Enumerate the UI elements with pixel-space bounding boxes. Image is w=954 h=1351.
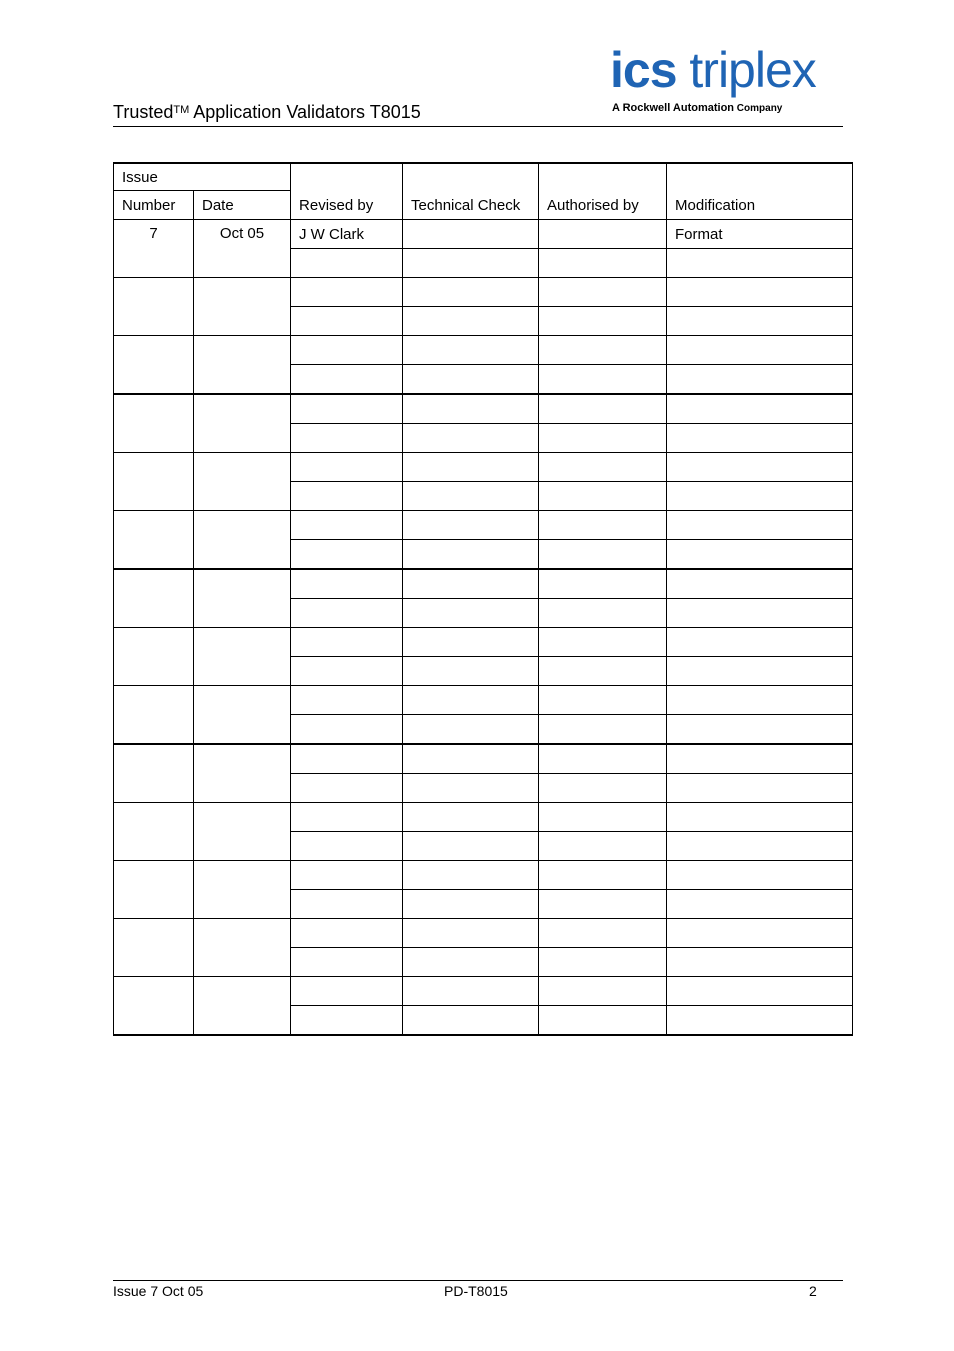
- issue-date-cell: [194, 686, 291, 745]
- empty-cell: [291, 482, 403, 511]
- empty-cell: [291, 249, 403, 278]
- authorised-by-cell: [539, 220, 667, 249]
- issue-number-cell: [114, 453, 194, 511]
- issue-number-cell: [114, 977, 194, 1036]
- empty-cell: [403, 715, 539, 745]
- empty-cell: [291, 1006, 403, 1036]
- footer-document-id: PD-T8015: [444, 1283, 508, 1299]
- empty-cell: [291, 803, 403, 832]
- empty-cell: [667, 249, 853, 278]
- empty-cell: [291, 657, 403, 686]
- empty-cell: [667, 861, 853, 890]
- technical-check-cell: [403, 220, 539, 249]
- table-row: [114, 394, 853, 424]
- logo-tagline: [612, 102, 782, 114]
- empty-cell: [539, 890, 667, 919]
- empty-cell: [403, 919, 539, 948]
- empty-cell: [403, 861, 539, 890]
- empty-cell: [403, 948, 539, 977]
- table-row: [114, 744, 853, 774]
- footer-page-number: 2: [809, 1283, 817, 1299]
- empty-cell: [403, 482, 539, 511]
- issue-date-cell: [194, 336, 291, 395]
- issue-number-cell: [114, 628, 194, 686]
- issue-number-cell: [114, 861, 194, 919]
- empty-cell: [539, 365, 667, 395]
- empty-cell: [539, 832, 667, 861]
- trademark-symbol: TM: [173, 104, 190, 116]
- modification-cell: Format: [667, 220, 853, 249]
- empty-cell: [667, 278, 853, 307]
- empty-cell: [403, 394, 539, 424]
- empty-cell: [667, 336, 853, 365]
- issue-date-cell: [194, 919, 291, 977]
- empty-cell: [291, 774, 403, 803]
- empty-cell: [539, 948, 667, 977]
- empty-cell: [539, 686, 667, 715]
- empty-cell: [667, 307, 853, 336]
- issue-date-cell: [194, 278, 291, 336]
- empty-cell: [291, 977, 403, 1006]
- table-row: [114, 861, 853, 890]
- empty-cell: [403, 511, 539, 540]
- empty-cell: [667, 628, 853, 657]
- issue-number-cell: [114, 803, 194, 861]
- modification-header: Modification: [667, 163, 853, 220]
- empty-cell: [539, 774, 667, 803]
- table-row: [114, 569, 853, 599]
- empty-cell: [291, 686, 403, 715]
- empty-cell: [291, 948, 403, 977]
- empty-cell: [403, 657, 539, 686]
- empty-cell: [291, 365, 403, 395]
- issue-date-cell: [194, 628, 291, 686]
- empty-cell: [403, 424, 539, 453]
- empty-cell: [539, 278, 667, 307]
- title-main: Trusted: [113, 102, 174, 122]
- empty-cell: [667, 424, 853, 453]
- table-row: [114, 453, 853, 482]
- number-header: Number: [114, 191, 194, 220]
- issue-number-cell: [114, 511, 194, 570]
- empty-cell: [403, 365, 539, 395]
- issue-date-cell: [194, 861, 291, 919]
- empty-cell: [403, 803, 539, 832]
- empty-cell: [539, 657, 667, 686]
- title-rest: Application Validators T8015: [189, 102, 421, 122]
- empty-cell: [403, 307, 539, 336]
- empty-cell: [539, 569, 667, 599]
- empty-cell: [667, 832, 853, 861]
- empty-cell: [291, 307, 403, 336]
- empty-cell: [403, 744, 539, 774]
- empty-cell: [667, 744, 853, 774]
- empty-cell: [539, 861, 667, 890]
- empty-cell: [539, 919, 667, 948]
- empty-cell: [539, 482, 667, 511]
- empty-cell: [539, 715, 667, 745]
- empty-cell: [667, 511, 853, 540]
- empty-cell: [667, 657, 853, 686]
- empty-cell: [403, 249, 539, 278]
- empty-cell: [667, 774, 853, 803]
- empty-cell: [403, 540, 539, 570]
- empty-cell: [291, 336, 403, 365]
- empty-cell: [403, 628, 539, 657]
- empty-cell: [291, 861, 403, 890]
- empty-cell: [403, 890, 539, 919]
- issue-date-cell: [194, 453, 291, 511]
- table-row: [114, 511, 853, 540]
- logo-tagline-text: A Rockwell Automation: [612, 102, 735, 114]
- table-row: [114, 220, 853, 249]
- empty-cell: [667, 540, 853, 570]
- empty-cell: [667, 803, 853, 832]
- date-header: Date: [194, 191, 291, 220]
- empty-cell: [539, 249, 667, 278]
- empty-cell: [291, 540, 403, 570]
- empty-cell: [539, 307, 667, 336]
- empty-cell: [403, 453, 539, 482]
- empty-cell: [667, 686, 853, 715]
- empty-cell: [667, 1006, 853, 1036]
- empty-cell: [667, 599, 853, 628]
- technical-check-header: Technical Check: [403, 163, 539, 220]
- empty-cell: [403, 336, 539, 365]
- empty-cell: [403, 686, 539, 715]
- footer-issue: Issue 7 Oct 05: [113, 1283, 204, 1299]
- empty-cell: [539, 394, 667, 424]
- logo-wordmark: [610, 42, 816, 98]
- empty-cell: [291, 424, 403, 453]
- empty-cell: [667, 482, 853, 511]
- header-rule: [113, 126, 843, 127]
- empty-cell: [291, 569, 403, 599]
- footer-rule: [113, 1280, 843, 1281]
- empty-cell: [539, 977, 667, 1006]
- empty-cell: [291, 511, 403, 540]
- empty-cell: [291, 453, 403, 482]
- logo-tagline-company: Company: [734, 103, 783, 114]
- issue-number-cell: [114, 394, 194, 453]
- empty-cell: [667, 569, 853, 599]
- issue-header: Issue: [114, 163, 291, 191]
- table-row: [114, 803, 853, 832]
- empty-cell: [539, 628, 667, 657]
- issue-date-cell: [194, 977, 291, 1036]
- empty-cell: [291, 394, 403, 424]
- issue-date-cell: Oct 05: [194, 220, 291, 278]
- empty-cell: [539, 511, 667, 540]
- issue-number-cell: [114, 569, 194, 628]
- issue-number-cell: 7: [114, 220, 194, 278]
- empty-cell: [403, 569, 539, 599]
- empty-cell: [291, 715, 403, 745]
- empty-cell: [667, 890, 853, 919]
- table-row: [114, 336, 853, 365]
- issue-number-cell: [114, 278, 194, 336]
- empty-cell: [539, 744, 667, 774]
- header-row-issue: [114, 163, 853, 191]
- empty-cell: [403, 1006, 539, 1036]
- empty-cell: [667, 394, 853, 424]
- issue-date-cell: [194, 803, 291, 861]
- table-row: [114, 628, 853, 657]
- empty-cell: [539, 336, 667, 365]
- empty-cell: [667, 977, 853, 1006]
- logo-bold-text: ics: [610, 42, 677, 98]
- empty-cell: [403, 832, 539, 861]
- issue-number-cell: [114, 919, 194, 977]
- empty-cell: [667, 453, 853, 482]
- empty-cell: [291, 628, 403, 657]
- empty-cell: [291, 890, 403, 919]
- table-row: [114, 686, 853, 715]
- empty-cell: [667, 365, 853, 395]
- table-row: [114, 919, 853, 948]
- issue-date-cell: [194, 744, 291, 803]
- issue-number-cell: [114, 336, 194, 395]
- empty-cell: [667, 919, 853, 948]
- empty-cell: [539, 803, 667, 832]
- revision-table: [113, 162, 853, 1036]
- empty-cell: [403, 774, 539, 803]
- empty-cell: [403, 278, 539, 307]
- empty-cell: [291, 919, 403, 948]
- empty-cell: [291, 278, 403, 307]
- table-row: [114, 278, 853, 307]
- company-logo: [610, 42, 844, 122]
- issue-date-cell: [194, 394, 291, 453]
- issue-number-cell: [114, 744, 194, 803]
- revised-by-cell: J W Clark: [291, 220, 403, 249]
- empty-cell: [667, 715, 853, 745]
- document-title: [113, 100, 421, 124]
- empty-cell: [539, 453, 667, 482]
- logo-light-text: triplex: [676, 42, 816, 98]
- issue-date-cell: [194, 569, 291, 628]
- empty-cell: [539, 599, 667, 628]
- empty-cell: [291, 599, 403, 628]
- revised-by-header: Revised by: [291, 163, 403, 220]
- empty-cell: [403, 977, 539, 1006]
- table-row: [114, 977, 853, 1006]
- authorised-by-header: Authorised by: [539, 163, 667, 220]
- empty-cell: [539, 424, 667, 453]
- empty-cell: [403, 599, 539, 628]
- empty-cell: [291, 832, 403, 861]
- issue-number-cell: [114, 686, 194, 745]
- empty-cell: [539, 1006, 667, 1036]
- empty-cell: [667, 948, 853, 977]
- empty-cell: [539, 540, 667, 570]
- empty-cell: [291, 744, 403, 774]
- issue-date-cell: [194, 511, 291, 570]
